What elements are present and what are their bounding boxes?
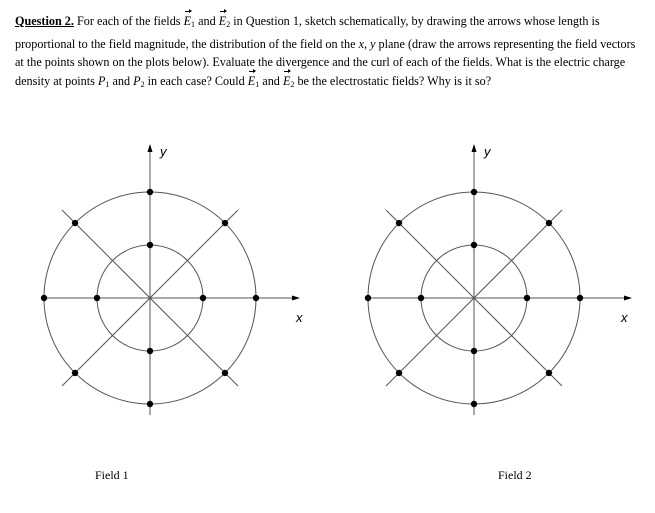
field-2-x-axis-arrowhead xyxy=(624,296,632,301)
field-1-sample-point-outer-45 xyxy=(222,220,228,226)
field-1-sample-point-outer-180 xyxy=(41,295,47,301)
field-1-sample-point-outer-270 xyxy=(147,401,153,407)
field-2-sample-point-inner-180 xyxy=(418,295,424,301)
and-word-2: and xyxy=(109,73,134,88)
field-1-sample-point-outer-315 xyxy=(222,370,228,376)
question-text-part-1: For each of the fields xyxy=(73,14,184,28)
point-p2-name: P xyxy=(133,73,141,88)
question-text-part-4: in each case? Could xyxy=(144,73,248,88)
field-1-sample-point-outer-135 xyxy=(72,220,78,226)
field-1-sample-point-outer-90 xyxy=(147,189,153,195)
question-text-part-2: in Question 1, sketch schematically, by drawing the arrows whose length is proportional to the field magnitude, the distribution of the field on the xyxy=(15,14,600,51)
field-1-caption: Field 1 xyxy=(95,468,129,482)
field-1-sample-point-inner-270 xyxy=(147,348,153,354)
field-2-x-axis-label: x xyxy=(621,310,628,325)
field-2-y-axis-label: y xyxy=(484,144,491,159)
question-text-part-5: be the electrostatic fields? Why is it so? xyxy=(294,73,492,88)
field-2-y-axis-arrowhead xyxy=(472,144,477,152)
field-2-caption: Field 2 xyxy=(498,468,532,482)
field-1-sample-point-inner-90 xyxy=(147,242,153,248)
field-symbol-e1-subscript: 1 xyxy=(191,20,196,29)
y-variable: y xyxy=(370,36,376,51)
and-word-1: and xyxy=(195,14,219,28)
field-symbol-e2-subscript: 2 xyxy=(226,20,231,29)
field-1-sample-point-outer-225 xyxy=(72,370,78,376)
x-variable: x xyxy=(358,36,364,51)
comma: , xyxy=(363,36,371,51)
field-2-sample-point-outer-45 xyxy=(546,220,552,226)
field-symbol-e1-name: E xyxy=(184,12,191,31)
question-label: Question 2. xyxy=(15,14,74,28)
field-1-sample-point-inner-0 xyxy=(200,295,206,301)
field-1-sample-point-inner-180 xyxy=(94,295,100,301)
point-p1-subscript: 1 xyxy=(105,79,110,89)
and-word-3: and xyxy=(259,73,283,88)
field-1-y-axis-label: y xyxy=(160,144,167,159)
point-p1-name: P xyxy=(97,73,106,88)
field-symbol-e2-name: E xyxy=(219,12,226,31)
field-2-sample-point-inner-270 xyxy=(471,348,477,354)
field-2-sample-point-inner-90 xyxy=(471,242,477,248)
field-1-x-axis-arrowhead xyxy=(292,296,300,301)
field-1-x-axis-label: x xyxy=(296,310,303,325)
field-symbol-e1b-subscript: 1 xyxy=(255,79,260,89)
field-2-sample-point-outer-225 xyxy=(396,370,402,376)
question-text-part-3: plane (draw the arrows representing the field vectors at the points shown on the plots below). Evaluate the divergence and the curl of each of the fields. What is the electric charge density at points xyxy=(15,36,636,88)
field-2-sample-point-outer-315 xyxy=(546,370,552,376)
field-2-sample-point-outer-270 xyxy=(471,401,477,407)
field-2-sample-point-inner-0 xyxy=(524,295,530,301)
field-symbol-e2b-name: E xyxy=(283,72,290,91)
field-2-sample-point-outer-0 xyxy=(577,295,583,301)
field-symbol-e2b-subscript: 2 xyxy=(290,79,295,89)
field-1-y-axis-arrowhead xyxy=(148,144,153,152)
field-symbol-e1b-name: E xyxy=(248,72,255,91)
point-p2-subscript: 2 xyxy=(140,79,145,89)
field-2-sample-point-outer-135 xyxy=(396,220,402,226)
field-2-sample-point-outer-90 xyxy=(471,189,477,195)
field-1-sample-point-outer-0 xyxy=(253,295,259,301)
field-2-sample-point-outer-180 xyxy=(365,295,371,301)
